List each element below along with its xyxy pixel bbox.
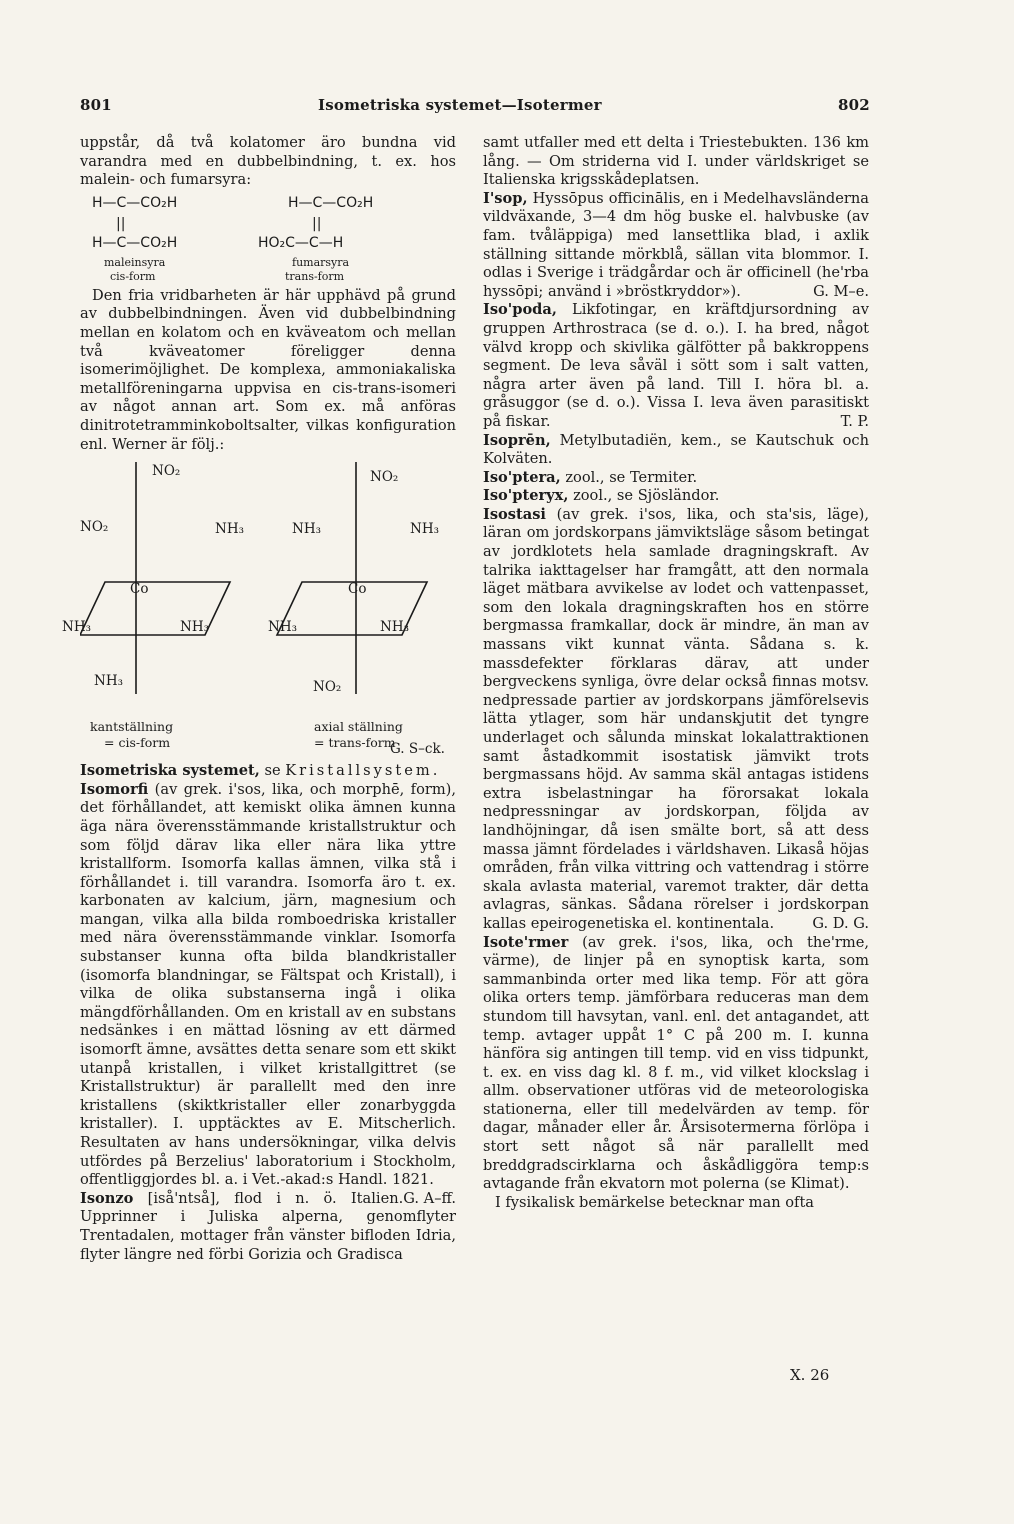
entry-text: zool., se Sjösländor. — [573, 487, 720, 505]
complex-drawing — [80, 462, 456, 762]
intro-text: uppstår, då två kolatomer äro bundna vid varandra med en dubbelbindning, t. ex. hos malein- och fumarsyra: — [80, 134, 456, 189]
cis-caption-1: kantställning — [90, 719, 174, 735]
malein-fumar-formula — [80, 192, 456, 287]
entry-text: [iså'ntså], flod i n. ö. Italien. Upprinner i Juliska alperna, genomflyter Trentadalen, mottager från vänster bifloden Idria, flyter längre ned förbi Gorizia och Gradisca — [80, 1189, 456, 1263]
entry-text: Hyssōpus officinālis, en i Medelhavsländerna vildväxande, 3—4 dm hög buske el. halvbuske (av fam. tvåläppiga) med lansettlika blad, i axlik ställning sittande mörkblå, sällan vita blommor. I. odlas i Sverige i trädgårdar och är officinell (he'rba hyssōpi; använd i »bröstkryddor»). — [483, 189, 869, 300]
cis-caption-2: = cis-form — [104, 735, 171, 751]
entry-isometriska-systemet — [80, 762, 456, 781]
entry-text: (av grek. i'sos, lika, och the'rme, värme), de linjer på en synoptisk karta, som sammanbinda orter med lika temp. För att göra olika orters temp. jämförbara reduceras man dem stundom till havsytan, vanl. enl. det antagandet, att temp. avtager uppåt 1° C på 200 m. I. kunna hänföra sig antingen till temp. vid en viss tidpunkt, t. ex. en viss dag kl. 8 f. m., vid vilket klockslag i allm. observationer utföras vid de meteorologiska stationerna, eller till medelvärden av temp. för dagar, månader eller år. Årsisotermerna förlöpa i stort sett något så när parallellt med breddgradscirklarna och åskådliggöra temp:s avtagande från ekvatorn mot polerna (se Klimat). — [483, 933, 869, 1193]
entry-head: Isote'rmer — [483, 933, 569, 951]
fumar-name: fumarsyra — [292, 255, 350, 269]
entry-head: Isomorfi — [80, 780, 149, 798]
cis-nh3-bottom: NH₃ — [94, 673, 123, 690]
entry-text: Metylbutadiën, kem., se Kautschuk och Kolväten. — [483, 431, 869, 468]
entry-se: se — [264, 762, 281, 780]
trans-co: Co — [348, 581, 367, 598]
entry-isostasi — [483, 506, 869, 934]
entry-head: I'sop, — [483, 189, 528, 207]
fumar-form: trans-form — [285, 269, 345, 283]
cis-co: Co — [130, 581, 149, 598]
malein-bottom: H—C—CO₂H — [92, 234, 178, 251]
fumar-top: H—C—CO₂H — [288, 194, 374, 211]
cis-no2-top: NO₂ — [152, 463, 181, 480]
trans-no2-bottom: NO₂ — [313, 679, 342, 696]
entry-isotermer — [483, 934, 869, 1194]
entry-head: Isonzo — [80, 1189, 134, 1207]
entry-isopren — [483, 432, 869, 469]
running-title: Isometriska systemet—Isotermer — [318, 96, 602, 114]
diagram-signature: G. S–ck. — [390, 741, 445, 758]
trans-no2-top: NO₂ — [370, 469, 399, 486]
cis-nh3-bottom-right: NH₃ — [180, 619, 209, 636]
entry-signature: G. D. G. — [812, 914, 869, 932]
page-number-right: 802 — [838, 96, 870, 114]
entry-isop — [483, 190, 869, 302]
left-column — [62, 134, 457, 1264]
trans-nh3-bottom-left: NH₃ — [268, 619, 297, 636]
entry-head: Isostasi — [483, 505, 546, 523]
malein-double-bond: || — [116, 215, 126, 232]
entry-ref: Kristallsystem. — [285, 762, 441, 780]
entry-text: zool., se Termiter. — [565, 468, 698, 486]
trans-caption-1: axial ställning — [314, 719, 403, 735]
cis-nh3-bottom-left: NH₃ — [62, 619, 91, 636]
fumar-bottom: HO₂C—C—H — [258, 234, 344, 251]
entry-text: Likfotingar, en kräftdjursordning av gruppen Arthrostraca (se d. o.). I. ha bred, något välvd kropp och skivlika gälfötter på bakkroppens segment. De leva såväl i sött som i salt vatten, några arter även på land. Till I. höra bl. a. gråsuggor (se d. o.). Vissa I. leva även parasitiskt på fiskar. — [483, 301, 870, 430]
trans-nh3-bottom-right: NH₃ — [380, 619, 409, 636]
werner-complex-diagram — [62, 462, 456, 762]
malein-form: cis-form — [110, 269, 156, 283]
entry-head: Iso'poda, — [483, 301, 557, 319]
cis-no2-left: NO₂ — [80, 519, 109, 536]
entry-head: Iso'ptera, — [483, 468, 561, 486]
entry-signature: T. P. — [840, 412, 869, 430]
entry-isonzo — [80, 1190, 456, 1264]
entry-head: Isoprēn, — [483, 431, 551, 449]
cis-nh3-right: NH₃ — [215, 521, 244, 538]
isomer-paragraph: Den fria vridbarheten är här upphävd på grund av dubbelbindningen. Även vid dubbelbindning mellan en kolatom och en kväveatom och mellan två kväveatomer föreligger denna isomerimöjlighet. De komplexa, ammoniakaliska metallföreningarna uppvisa en cis-trans-isomeri av något annan art. Som ex. må anföras dinitrotetramminkoboltsalter, vilkas konfiguration enl. Werner är följ.: — [80, 286, 456, 453]
trans-nh3-left: NH₃ — [292, 521, 321, 538]
entry-text: (av grek. i'sos, lika, och sta'sis, läge), läran om jordskorpans jämviktsläge såsom betingat av jordklotets hela samlade dragningskraft. Av talrika iakttagelser har framgått, att den normala läget mätbara avvikelse av lodet och vattenpasset, som den lokala dragningskraften hos en större bergmassa framkallar, dock är mindre, än man av massans vikt kunnat vänta. Sådana s. k. massdefekter förklaras därav, att under bergveckens synliga, övre delar också finnas motsv. nedpressade partier av jordskorpans jämförelsevis lätta ytlager, som här undanskjutit det tyngre underlaget och sålunda minskat lokalattraktionen samt åstadkommit isostatisk jämvikt trots bergmassans höjd. Av samma skäl antagas istidens extra isbelastningar ha förorsakat lokala nedpressningar av jordskorpan, följda av landhöjningar, då isen smälte bort, så att dess massa jämnt fördelades i världshaven. Likaså höjas områden, från vilka vittring och vattendrag i större skala avlasta material, varemot trakter, där detta avlagras, sänkas. Sådana rörelser i jordskorpan kallas epeirogenetiska el. kontinentala. — [483, 505, 869, 932]
isonzo-continuation: samt utfaller med ett delta i Triestebukten. 136 km lång. — Om striderna vid I. under världskriget se Italienska krigsskådeplatsen. — [483, 134, 869, 189]
page-number-left: 801 — [80, 96, 112, 114]
malein-top: H—C—CO₂H — [92, 194, 178, 211]
entry-signature: G. A–ff. — [403, 1189, 456, 1207]
entry-head: Iso'pteryx, — [483, 487, 569, 505]
entry-isopteryx — [483, 487, 869, 506]
right-column — [483, 134, 869, 1212]
entry-signature: G. M–e. — [813, 282, 869, 300]
fumar-double-bond: || — [312, 215, 322, 232]
entry-isoptera — [483, 469, 869, 488]
fysikalisk-paragraph: I fysikalisk bemärkelse betecknar man ofta — [495, 1193, 815, 1211]
entry-head: Isometriska systemet, — [80, 762, 260, 780]
trans-caption-2: = trans-form — [314, 735, 396, 751]
entry-isopoda — [483, 301, 869, 431]
malein-name: maleinsyra — [104, 255, 166, 269]
sheet-signature: X. 26 — [790, 1366, 830, 1384]
trans-nh3-right: NH₃ — [410, 521, 439, 538]
entry-text: (av grek. i'sos, lika, och morphē, form), det förhållandet, att kemiskt olika ämnen kunna äga nära överensstämmande kristallstruktur och som följd därav lika eller nära lika yttre kristallform. Isomorfa kallas ämnen, vilka stå i förhållandet i. till varandra. Isomorfa äro t. ex. karbonaten av kalcium, järn, magnesium och mangan, vilka alla bilda romboedriska kristaller med nära överensstämmande vinklar. Isomorfa substanser kunna ofta bilda blandkristaller (isomorfa blandningar, se Fältspat och Kristall), i vilka de olika substanserna ingå i olika mängdförhållanden. Om en kristall av en substans nedsänkes i en mättad lösning av ett därmed isomorft ämne, avsättes detta senare som ett skikt utanpå kristallen, i vilket kristallgittret (se Kristallstruktur) är parallellt med den inre kristallens (skiktkristaller eller zonarbyggda kristaller). I. upptäcktes av E. Mitscherlich. Resultaten av hans undersökningar, vilka delvis utfördes på Berzelius' laboratorium i Stockholm, offentliggjordes bl. a. i Vet.-akad:s Handl. 1821. — [80, 780, 457, 1189]
